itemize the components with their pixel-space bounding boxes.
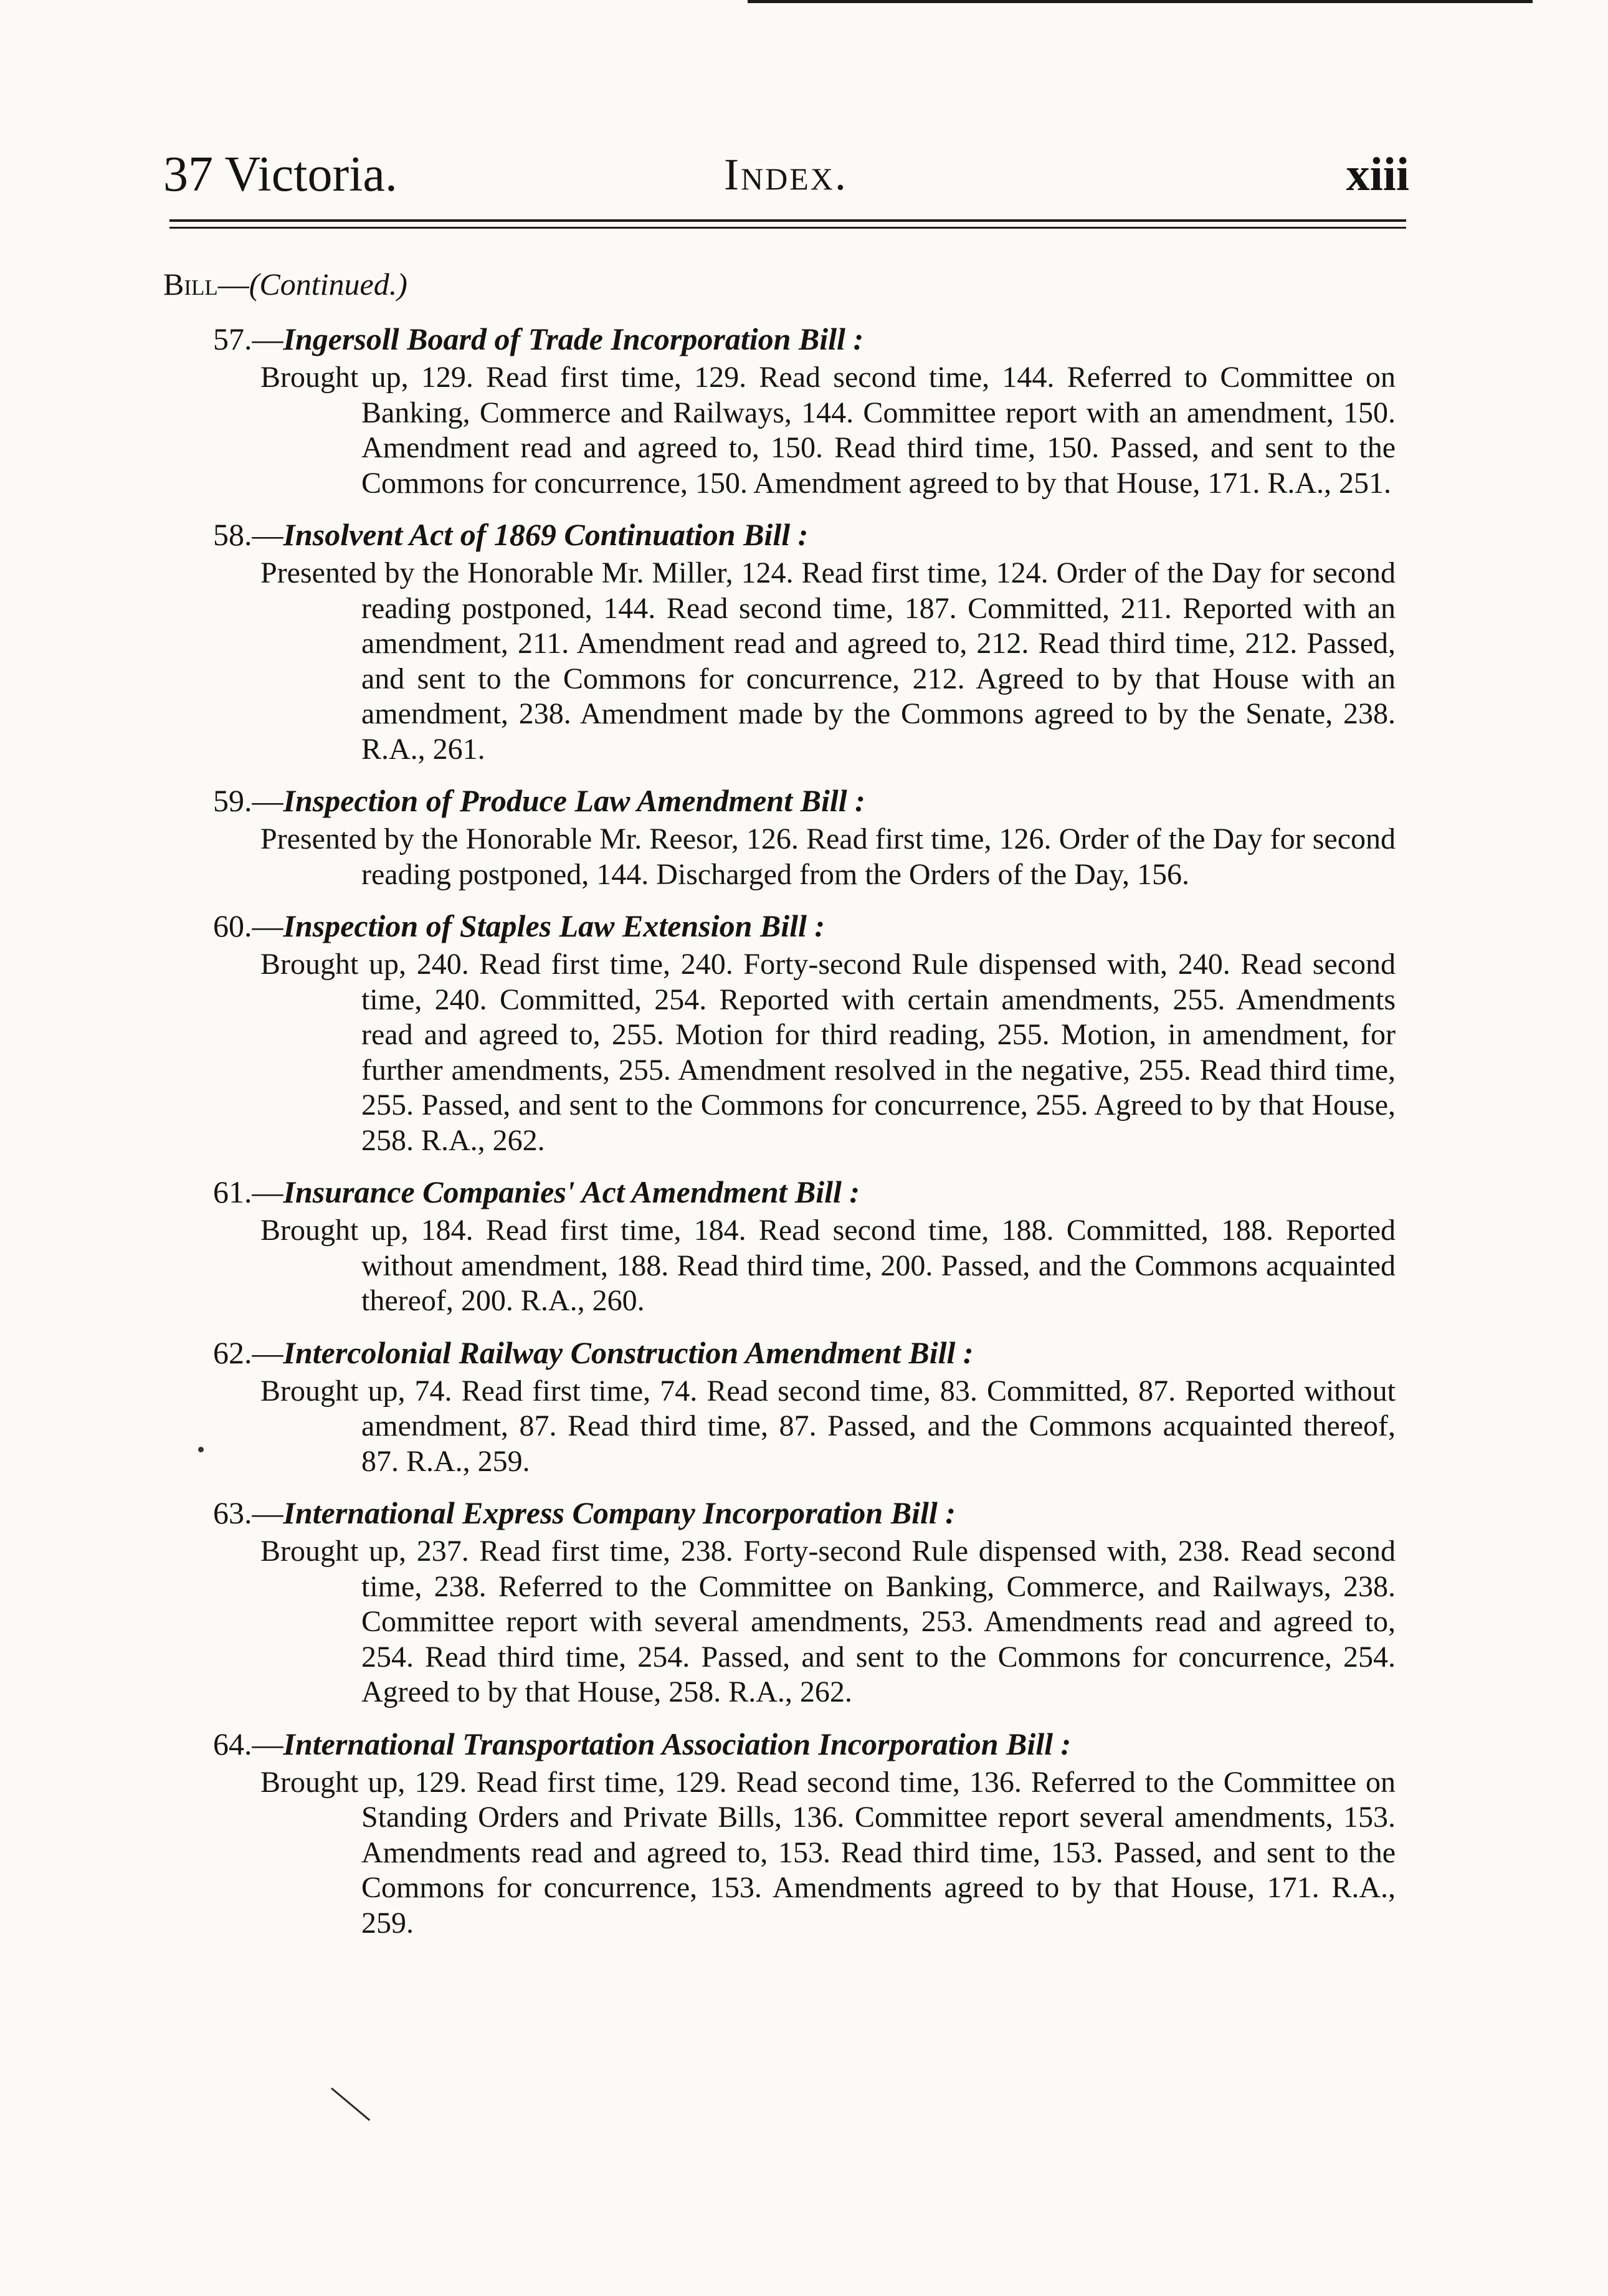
entry-number: 64.—: [213, 1726, 283, 1761]
header-rule-lower: [169, 227, 1406, 229]
entry-body: Brought up, 129. Read first time, 129. Read second time, 136. Referred to the Committee on Standing Orders and Private Bills, 136. Committee report several amendments, 153. Amendments read and agreed to, 153. Read third time, 153. Passed, and sent to the Commons for concurrence, 153. Amendments agreed to by that House, 171. R.A., 259.: [260, 1765, 1396, 1940]
pencil-mark: [331, 2087, 370, 2121]
entry-number: 57.—: [213, 322, 283, 356]
stray-ink-dot: [198, 1447, 204, 1452]
index-entry: [163, 1723, 1409, 1941]
entry-title: [213, 779, 1409, 822]
entry-body: Brought up, 74. Read first time, 74. Read second time, 83. Committed, 87. Reported without amendment, 87. Read third time, 87. Passed, and the Commons acquainted thereof, 87. R.A., 259.: [260, 1374, 1396, 1478]
entry-number: 58.—: [213, 517, 283, 552]
entry-title-text: Ingersoll Board of Trade Incorporation Bill :: [283, 322, 864, 356]
section-heading: [163, 262, 1409, 307]
entry-title-text: International Transportation Association Incorporation Bill :: [283, 1726, 1072, 1761]
entry-body: Brought up, 129. Read first time, 129. Read second time, 144. Referred to Committee on Banking, Commerce and Railways, 144. Committee report with an amendment, 150. Amendment read and agreed to, 150. Read third time, 150. Passed, and sent to the Commons for concurrence, 150. Amendment agreed to by that House, 171. R.A., 251.: [260, 361, 1396, 500]
entry-title: [213, 1723, 1409, 1765]
top-edge-rule: [748, 0, 1533, 3]
index-entry: [163, 905, 1409, 1158]
section-continued: (Continued.): [249, 267, 407, 302]
header-session: 37 Victoria.: [163, 147, 397, 202]
section-label: Bill—: [163, 267, 249, 302]
index-entry: [163, 1492, 1409, 1710]
running-header: [163, 143, 1409, 212]
entry-body: Brought up, 237. Read first time, 238. Forty-second Rule dispensed with, 238. Read second time, 238. Referred to the Committee on Banking, Commerce, and Railways, 238. Committee report with several amendments, 253. Amendments read and agreed to, 254. Read third time, 254. Passed, and sent to the Commons for concurrence, 254. Agreed to by that House, 258. R.A., 262.: [260, 1535, 1396, 1708]
entry-title: [213, 1331, 1409, 1374]
entry-title: [213, 318, 1409, 360]
entry-body: Brought up, 240. Read first time, 240. Forty-second Rule dispensed with, 240. Read second time, 240. Committed, 254. Reported with certain amendments, 255. Amendments read and agreed to, 255. Motion for third reading, 255. Motion, in amendment, for further amendments, 255. Amendment resolved in the negative, 255. Read third time, 255. Passed, and sent to the Commons for concurrence, 255. Agreed to by that House, 258. R.A., 262.: [260, 948, 1396, 1157]
index-entry: [163, 779, 1409, 892]
entry-number: 63.—: [213, 1495, 283, 1530]
index-entry: [163, 1331, 1409, 1480]
entry-body: Presented by the Honorable Mr. Reesor, 126. Read first time, 126. Order of the Day for second reading postponed, 144. Discharged from the Orders of the Day, 156.: [260, 822, 1396, 891]
entry-number: 60.—: [213, 908, 283, 943]
index-entry: [163, 318, 1409, 501]
entry-title: [213, 1492, 1409, 1534]
entry-title: [213, 513, 1409, 556]
entry-title: [213, 1171, 1409, 1213]
entry-body: Brought up, 184. Read first time, 184. Read second time, 188. Committed, 188. Reported without amendment, 188. Read third time, 200. Passed, and the Commons acquainted thereof, 200. R.A., 260.: [260, 1214, 1396, 1317]
entry-title-text: Insurance Companies' Act Amendment Bill :: [283, 1174, 860, 1209]
entry-number: 61.—: [213, 1174, 283, 1209]
index-entry: [163, 1171, 1409, 1319]
index-content: [163, 262, 1409, 1953]
index-entry: [163, 513, 1409, 767]
header-rule-upper: [169, 219, 1406, 222]
header-title: Index.: [724, 150, 848, 199]
entry-title-text: Intercolonial Railway Construction Amendment Bill :: [283, 1335, 974, 1370]
entry-title: [213, 905, 1409, 947]
entry-body: Presented by the Honorable Mr. Miller, 124. Read first time, 124. Order of the Day for second reading postponed, 144. Read second time, 187. Committed, 211. Reported with an amendment, 211. Amendment read and agreed to, 212. Read third time, 212. Passed, and sent to the Commons for concurrence, 212. Agreed to by that House with an amendment, 238. Amendment made by the Commons agreed to by the Senate, 238. R.A., 261.: [260, 556, 1396, 766]
entry-title-text: Insolvent Act of 1869 Continuation Bill :: [283, 517, 809, 552]
entry-title-text: International Express Company Incorporation Bill :: [283, 1495, 956, 1530]
entry-title-text: Inspection of Staples Law Extension Bill :: [283, 908, 825, 943]
entry-number: 59.—: [213, 783, 283, 818]
entry-title-text: Inspection of Produce Law Amendment Bill :: [283, 783, 865, 818]
page-number: xiii: [1346, 148, 1409, 201]
entry-number: 62.—: [213, 1335, 283, 1370]
